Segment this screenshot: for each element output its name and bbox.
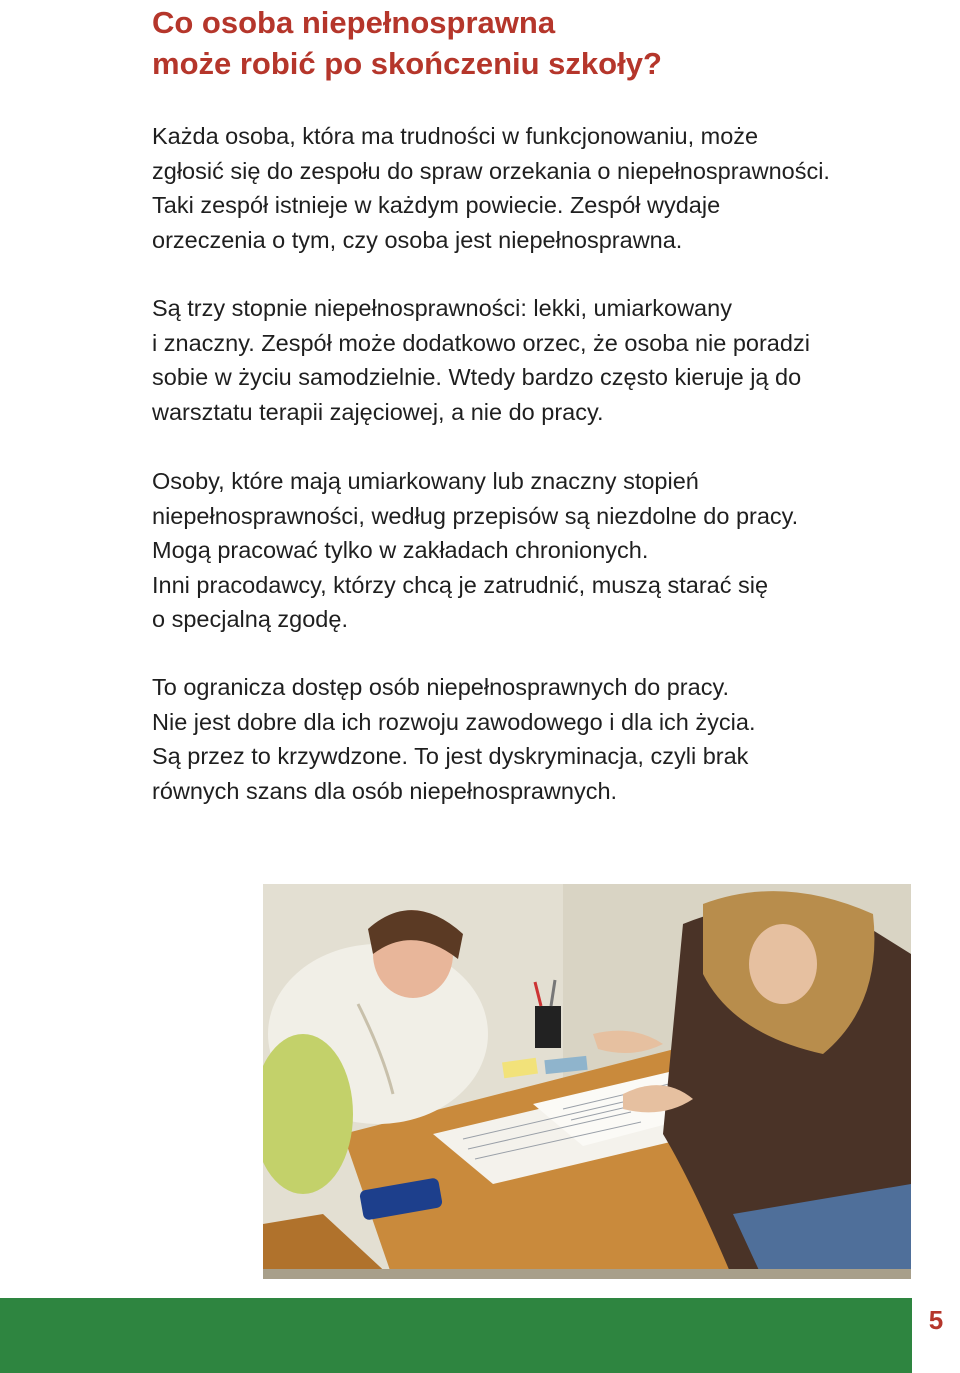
paragraph-3 (152, 464, 942, 637)
text-line: Każda osoba, która ma trudności w funkcjonowaniu, może (152, 123, 759, 149)
text-line: Nie jest dobre dla ich rozwoju zawodowego i dla ich życia. (152, 708, 756, 735)
footer-band (0, 1298, 912, 1373)
text-line: Taki zespół istnieje w każdym powiecie. Zespół wydaje (152, 192, 721, 218)
title-line-1: Co osoba niepełnosprawna (152, 5, 556, 40)
text-line: Osoby, które mają umiarkowany lub znaczny stopień (152, 468, 699, 494)
text-line: o specjalną zgodę. (152, 606, 348, 632)
text-line: niepełnosprawności, według przepisów są niezdolne do pracy. (152, 502, 799, 529)
text-line: warsztatu terapii zajęciowej, a nie do pracy. (152, 398, 604, 425)
text-line: Są przez to krzywdzone. To jest dyskryminacja, czyli brak (152, 743, 749, 769)
paragraph-4 (152, 670, 942, 808)
photo-illustration (263, 884, 911, 1279)
title-line-2: może robić po skończeniu szkoły? (152, 46, 662, 81)
text-line: zgłosić się do zespołu do spraw orzekania o niepełnosprawności. (152, 157, 830, 184)
text-line: orzeczenia o tym, czy osoba jest niepełnosprawna. (152, 226, 683, 253)
text-line: To ogranicza dostęp osób niepełnosprawnych do pracy. (152, 674, 729, 700)
paragraph-2 (152, 291, 942, 429)
page-title (152, 2, 912, 84)
paragraph-1 (152, 119, 942, 257)
text-line: równych szans dla osób niepełnosprawnych. (152, 777, 618, 804)
text-line: sobie w życiu samodzielnie. Wtedy bardzo często kieruje ją do (152, 364, 802, 390)
text-line: i znaczny. Zespół może dodatkowo orzec, że osoba nie poradzi (152, 329, 810, 356)
text-line: Są trzy stopnie niepełnosprawności: lekki, umiarkowany (152, 295, 732, 321)
photo-consultation (263, 884, 911, 1279)
text-line: Inni pracodawcy, którzy chcą je zatrudnić, muszą starać się (152, 571, 769, 598)
page-number: 5 (928, 1305, 944, 1335)
text-line: Mogą pracować tylko w zakładach chronionych. (152, 537, 649, 563)
